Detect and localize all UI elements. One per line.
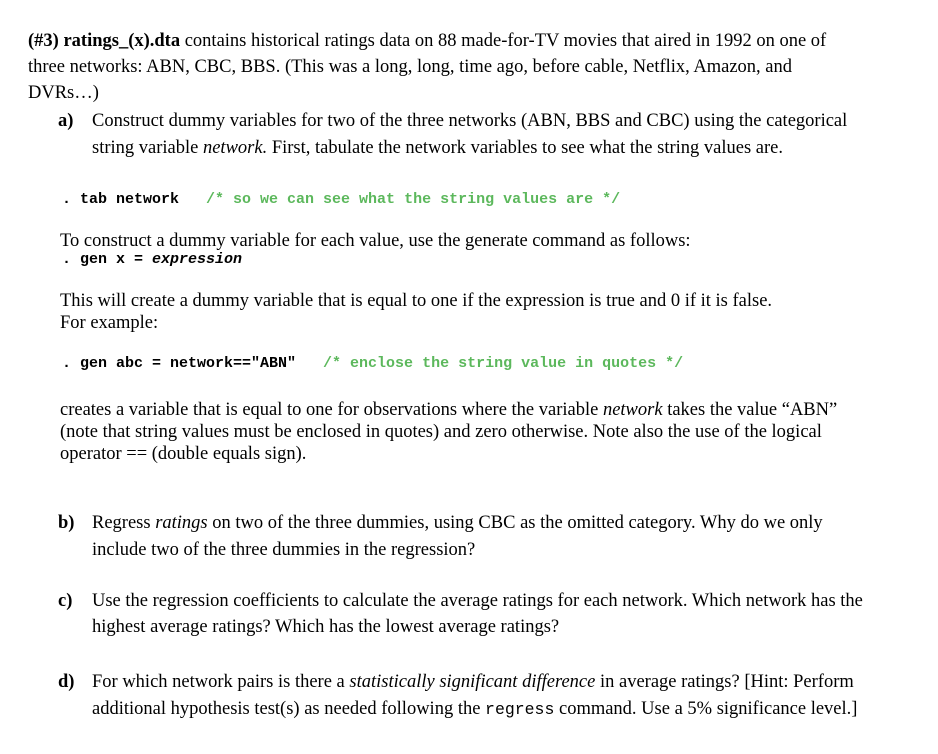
creates-line-3: operator == (double equals sign). [60,444,307,464]
code-tab-network: . tab network /* so we can see what the string values are */ [62,191,621,208]
part-d-line-1: For which network pairs is there a statistically significant difference in average ratings? [Hint: Perform [92,672,854,692]
part-b-line-2: include two of the three dummies in the regression? [92,540,476,560]
part-c-line-1: Use the regression coefficients to calculate the average ratings for each network. Which network has the [92,591,863,611]
intro-line-1: (#3) ratings_(x).dta contains historical ratings data on 88 made-for-TV movies that aired in 1992 on one of [28,31,827,51]
part-a-label: a) [58,111,74,131]
intro-heading: (#3) ratings_(x).dta [28,31,181,51]
part-b-line-1: Regress ratings on two of the three dummies, using CBC as the omitted category. Why do we only [92,513,823,533]
code-comment: /* enclose the string value in quotes */ [323,355,684,372]
construct-text: To construct a dummy variable for each value, use the generate command as follows: [60,231,691,251]
regress-command: regress [485,700,555,719]
code-gen-abc: . gen abc = network=="ABN" /* enclose the string value in quotes */ [62,355,684,372]
intro-line-3: DVRs…) [28,83,99,103]
example-line-2: For example: [60,313,159,333]
part-b-label: b) [58,513,75,533]
code-comment: /* so we can see what the string values are */ [206,191,621,208]
part-c-line-2: highest average ratings? Which has the lowest average ratings? [92,617,560,637]
creates-line-2: (note that string values must be enclosed in quotes) and zero otherwise. Note also the use of the logical [60,422,822,442]
part-a-line-2: string variable network. First, tabulate the network variables to see what the string values are. [92,138,783,158]
code-gen-expression: . gen x = expression [62,251,243,268]
part-a-line-1: Construct dummy variables for two of the three networks (ABN, BBS and CBC) using the categorical [92,111,848,131]
part-d-line-2: additional hypothesis test(s) as needed following the regress command. Use a 5% significance level.] [92,699,858,719]
intro-line-2: three networks: ABN, CBC, BBS. (This was a long, long, time ago, before cable, Netflix, Amazon, and [28,57,793,77]
part-c-label: c) [58,591,73,611]
part-d-label: d) [58,672,75,692]
example-line-1: This will create a dummy variable that is equal to one if the expression is true and 0 if it is false. [60,291,773,311]
creates-line-1: creates a variable that is equal to one for observations where the variable network takes the value “ABN” [60,400,838,420]
